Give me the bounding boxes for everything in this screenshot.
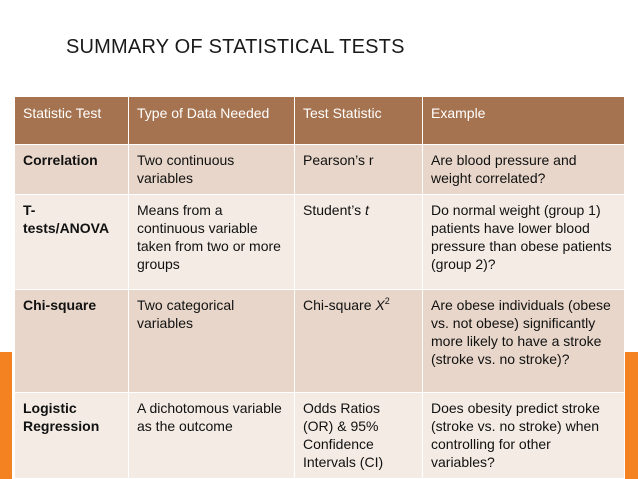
summary-table xyxy=(14,96,625,479)
header-statistic-test: Statistic Test xyxy=(15,97,129,145)
statistic-prefix: Chi-square xyxy=(303,297,376,313)
row-test-name: Chi-square xyxy=(15,290,129,393)
statistic-symbol: X xyxy=(375,297,385,313)
accent-bar-right xyxy=(624,352,638,479)
row-test-name: Correlation xyxy=(15,145,129,195)
slide-title: SUMMARY OF STATISTICAL TESTS xyxy=(66,36,405,58)
header-example: Example xyxy=(423,97,625,145)
row-example: Are blood pressure and weight correlated? xyxy=(423,145,625,195)
header-test-statistic: Test Statistic xyxy=(295,97,423,145)
header-type-of-data: Type of Data Needed xyxy=(129,97,295,145)
row-data-needed: Two categorical variables xyxy=(129,290,295,393)
row-example: Are obese individuals (obese vs. not obese) significantly more likely to have a stroke (stroke vs. no stroke)? xyxy=(423,290,625,393)
row-test-statistic: Pearson’s r xyxy=(295,145,423,195)
statistic-symbol: t xyxy=(365,202,369,218)
accent-bar-left xyxy=(0,352,12,479)
row-data-needed: Two continuous variables xyxy=(129,145,295,195)
row-test-statistic: Odds Ratios (OR) & 95% Confidence Intervals (CI) xyxy=(295,393,423,479)
table-row xyxy=(15,195,625,290)
table-row xyxy=(15,393,625,479)
row-test-name: T-tests/ANOVA xyxy=(15,195,129,290)
row-example: Do normal weight (group 1) patients have lower blood pressure than obese patients (group 2)? xyxy=(423,195,625,290)
row-data-needed: A dichotomous variable as the outcome xyxy=(129,393,295,479)
row-test-statistic xyxy=(295,195,423,290)
table-header-row xyxy=(15,97,625,145)
statistic-superscript: 2 xyxy=(384,296,390,306)
table-row xyxy=(15,290,625,393)
row-test-statistic xyxy=(295,290,423,393)
table-row xyxy=(15,145,625,195)
row-data-needed: Means from a continuous variable taken from two or more groups xyxy=(129,195,295,290)
row-example: Does obesity predict stroke (stroke vs. no stroke) when controlling for other variables? xyxy=(423,393,625,479)
statistic-prefix: Student’s xyxy=(303,202,366,218)
row-test-name: Logistic Regression xyxy=(15,393,129,479)
